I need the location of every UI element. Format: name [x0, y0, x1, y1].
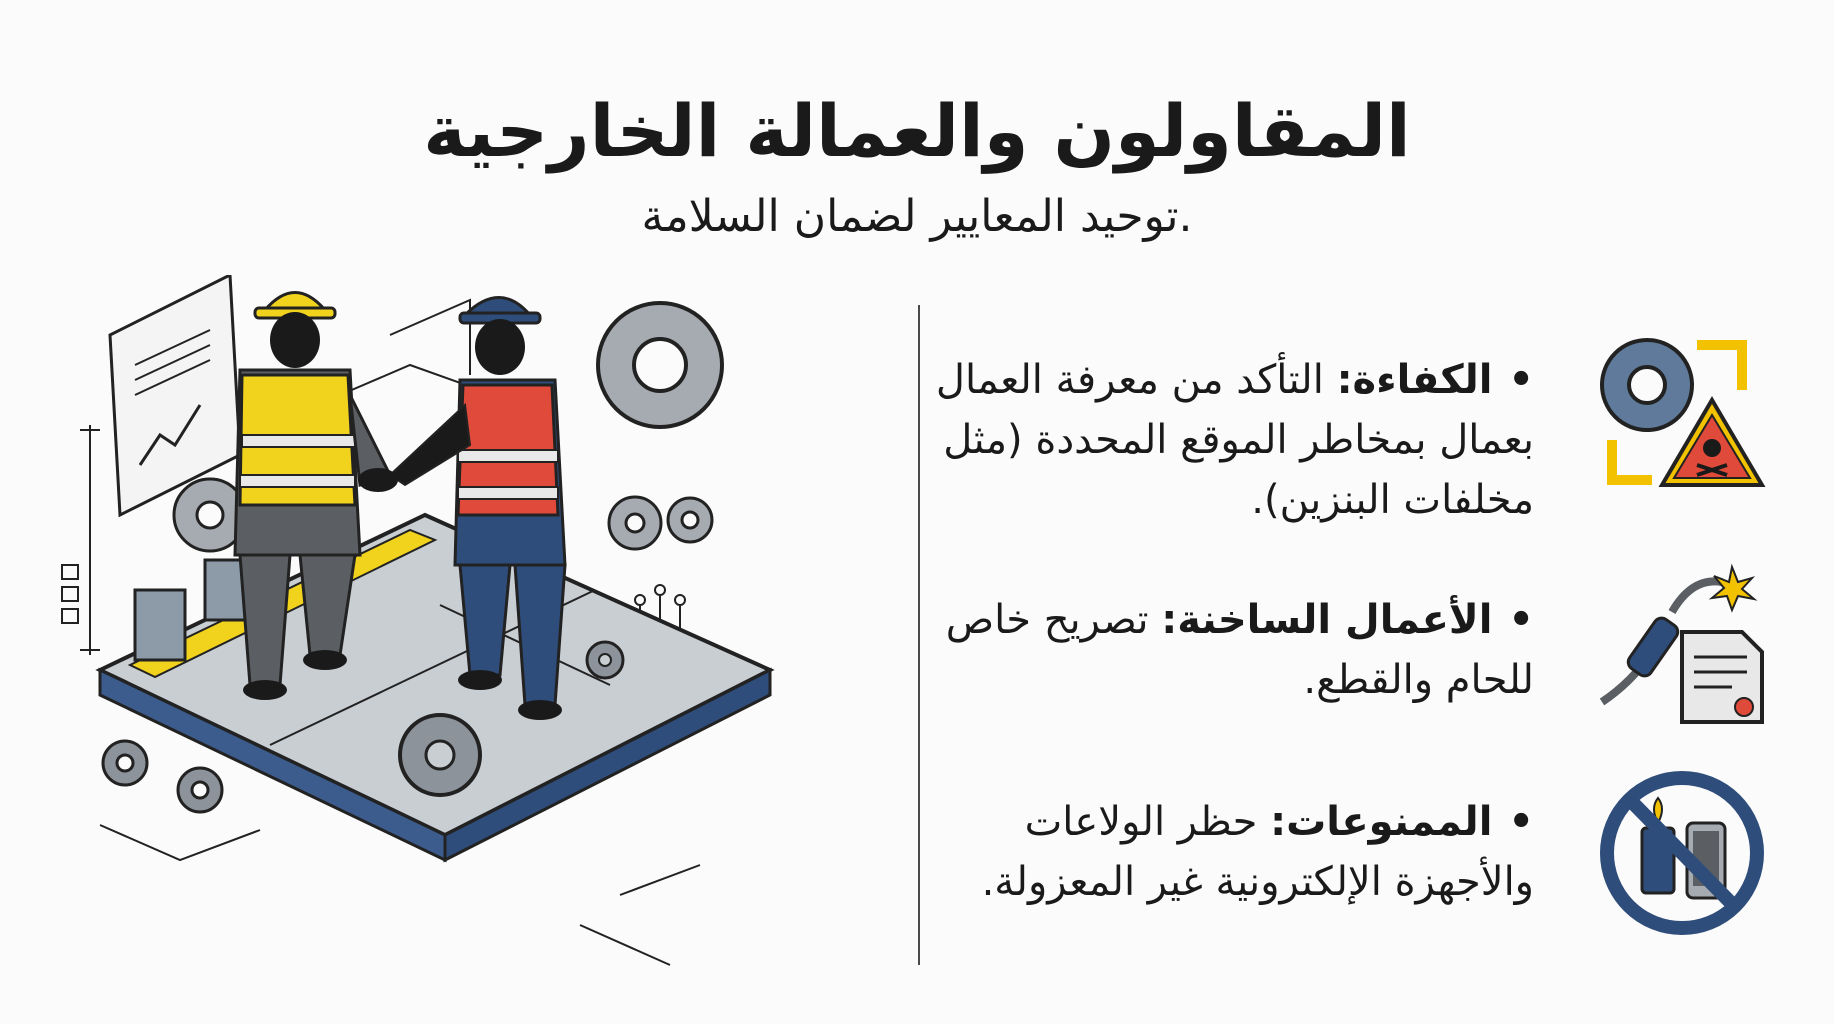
bullet: •	[1508, 357, 1534, 403]
bullet: •	[1508, 597, 1534, 643]
page-subtitle: توحيد المعايير لضمان السلامة.	[641, 191, 1193, 242]
list-item-prohibited	[914, 792, 1534, 912]
workers-handshake-illustration	[60, 275, 820, 995]
large-gear-icon	[598, 303, 722, 427]
page-title: المقاولون والعمالة الخارجية	[423, 89, 1411, 173]
item-text: التأكد من معرفة العمال بعمال بمخاطر الموقع المحددة (مثل مخلفات البنزين).	[935, 357, 1534, 523]
gear-hazard-icon	[1592, 330, 1772, 500]
item-label: الممنوعات:	[1270, 799, 1493, 845]
bullet: •	[1508, 799, 1534, 845]
item-text: حظر الولاعات والأجهزة الإلكترونية غير المعزولة.	[981, 799, 1534, 905]
list-item-hot-work	[914, 590, 1534, 710]
welding-permit-icon	[1592, 562, 1772, 732]
item-label: الأعمال الساخنة:	[1161, 597, 1493, 643]
no-lighter-phone-icon	[1592, 768, 1772, 938]
handshake-icon	[358, 468, 398, 492]
item-text: تصريح خاص للحام والقطع.	[945, 597, 1534, 703]
list-item-competence	[914, 350, 1534, 530]
floor-gear-icon	[103, 741, 222, 812]
item-label: الكفاءة:	[1336, 357, 1493, 403]
